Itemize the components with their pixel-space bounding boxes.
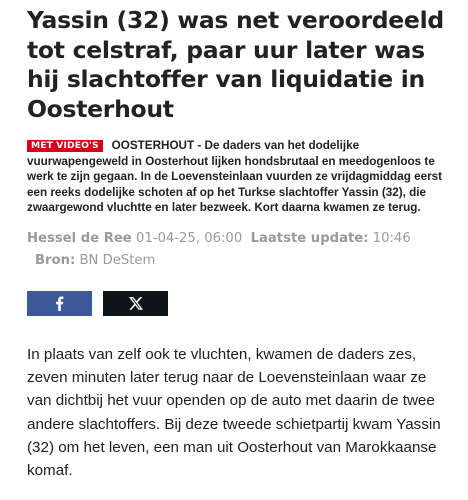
article-headline: Yassin (32) was net veroordeeld tot celstraf, paar uur later was hij slachtoffer van liquidatie in Oosterhout — [27, 6, 444, 123]
update-time: 10:46 — [372, 230, 411, 246]
source-label: Bron: — [35, 252, 76, 268]
x-icon — [129, 297, 143, 310]
lead-text: - De daders van het dodelijke vuurwapengeweld in Oosterhout lijken hondsbrutaal en meedogenloos te werk te zijn gegaan. In de Loevensteinlaan vuurden ze vrijdagmiddag eerst een reeks dodelijke schoten af op het Turkse slachtoffer Yassin (32), die zwaargewond vluchtte en later bezweek. Kort daarna kwamen ze terug. — [27, 139, 443, 215]
meta-row-source — [27, 250, 444, 272]
article-body: In plaats van zelf ook te vluchten, kwamen de daders zes, zeven minuten later terug naar de Loevensteinlaan waar ze van dichtbij het vuur openden op de auto met daarin de twee andere slachtoffers. Bij deze tweede schietpartij kwam Yassin (32) om het leven, een man uit Oosterhout van Marokkaanse komaf. — [27, 345, 441, 479]
facebook-share-button[interactable] — [27, 291, 92, 316]
source-name: BN DeStem — [79, 252, 156, 268]
facebook-icon — [55, 296, 64, 311]
publish-date: 01-04-25, 06:00 — [135, 230, 243, 246]
meta-row-author — [27, 228, 444, 250]
x-share-button[interactable] — [103, 291, 168, 316]
update-label: Laatste update: — [250, 230, 369, 246]
article-meta — [27, 228, 444, 272]
share-buttons — [27, 291, 444, 316]
video-badge: MET VIDEO'S — [27, 140, 103, 152]
author-name[interactable]: Hessel de Ree — [27, 230, 132, 246]
article-lead — [27, 138, 444, 216]
dateline: OOSTERHOUT — [111, 139, 195, 152]
